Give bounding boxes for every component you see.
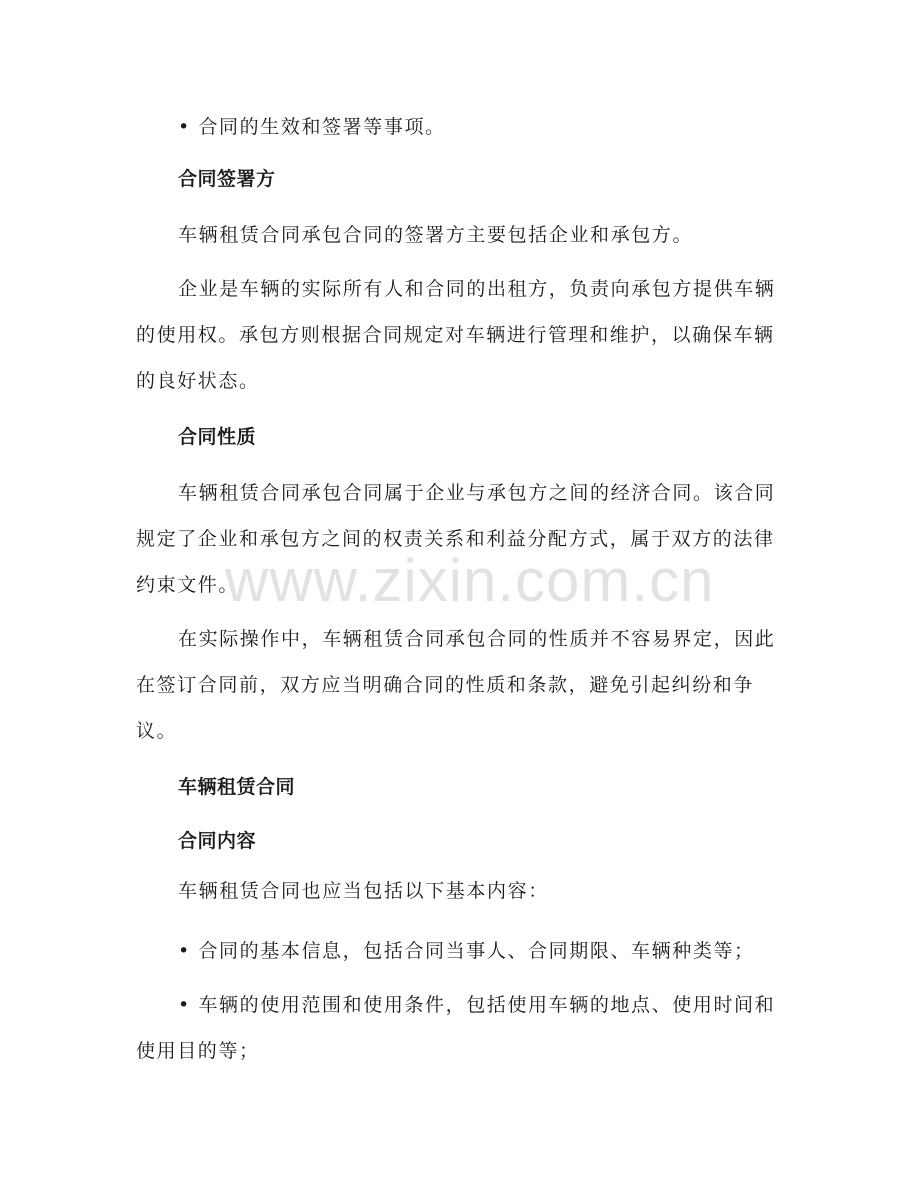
heading-content: 合同内容 (178, 830, 257, 852)
para-nature-2: 在实际操作中，车辆租赁合同承包合同的性质并不容易界定，因此在签订合同前，双方应当明确合同的性质和条款，避免引起纠纷和争议。 (136, 628, 776, 742)
heading-rental: 车辆租赁合同 (178, 776, 296, 798)
heading-parties: 合同签署方 (178, 168, 276, 190)
watermark: www.zixin.com.cn (225, 547, 715, 614)
para-parties-intro: 车辆租赁合同承包合同的签署方主要包括企业和承包方。 (178, 224, 694, 246)
bullet-usage-line1: • 车辆的使用范围和使用条件，包括使用车辆的地点、使用时间和 (178, 994, 776, 1016)
bullet-signing: • 合同的生效和签署等事项。 (178, 116, 446, 138)
bullet-usage (136, 982, 784, 1074)
heading-nature: 合同性质 (178, 426, 257, 448)
para-parties-detail: 企业是车辆的实际所有人和合同的出租方，负责向承包方提供车辆的使用权。承包方则根据合同规定对车辆进行管理和维护，以确保车辆的良好状态。 (136, 278, 776, 392)
para-content-intro: 车辆租赁合同也应当包括以下基本内容： (178, 880, 549, 902)
bullet-usage-line2: 使用目的等； (136, 1040, 260, 1062)
bullet-basic-info: • 合同的基本信息，包括合同当事人、合同期限、车辆种类等； (178, 940, 755, 962)
para-nature-1: 车辆租赁合同承包合同属于企业与承包方之间的经济合同。该合同规定了企业和承包方之间的权责关系和利益分配方式，属于双方的法律约束文件。 (136, 482, 776, 596)
